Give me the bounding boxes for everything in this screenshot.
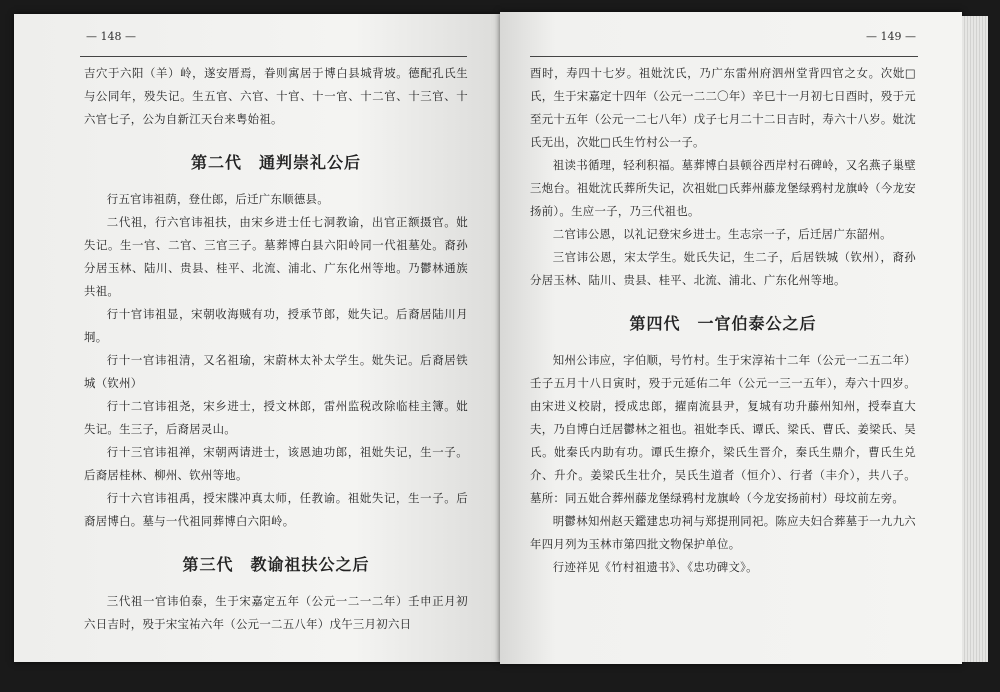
right-page-number: — 149 — xyxy=(866,30,916,43)
paragraph: 明鬱林知州赵天鑑建忠功祠与郑提刑同祀。陈应夫妇合葬墓于一九九六年四月列为玉林市第四批文物保护单位。 xyxy=(530,514,916,551)
section-heading: 第三代 教谕祖扶公之后 xyxy=(182,555,370,574)
paragraph: 二官讳公恩，以礼记登宋乡进士。生志宗一子，后迁居广东韶州。 xyxy=(552,227,892,241)
section-heading: 第二代 通判崇礼公后 xyxy=(190,153,361,172)
paragraph: 行迹祥见《竹村祖遗书》、《忠功碑文》。 xyxy=(552,560,758,574)
paragraph: 二代祖，行六官讳祖扶，由宋乡进士任七洞教谕，出官正额摄官。妣失记。生一官、二官、三官三子。墓葬博白县六阳岭同一代祖墓处。裔孙分居玉林、陆川、贵县、桂平、北流、浦北、广东化州等地。乃鬱林通族共祖。 xyxy=(84,215,468,298)
paragraph: 行十三官讳祖禅，宋朝两请进士，该恩迪功郎，祖妣失记，生一子。后裔居桂林、柳州、钦州等地。 xyxy=(84,445,468,482)
paragraph: 三代祖一官讳伯泰，生于宋嘉定五年（公元一二一二年）壬申正月初六日吉时，殁于宋宝祐六年（公元一二五八年）戊午三月初六日 xyxy=(84,594,468,631)
paragraph: 酉时，寿四十七岁。祖妣沈氏，乃广东雷州府泗州堂背四官之女。次妣□氏，生于宋嘉定十四年（公元一二二〇年）辛巳十一月初七日酉时，殁于元至元十五年（公元一二七八年）戊子七月二十二日吉时，寿六十八岁。妣沈氏无出，次妣□氏生竹村公一子。 xyxy=(530,66,916,149)
paragraph: 行十官讳祖显，宋朝收海贼有功，授承节郎，妣失记。后裔居陆川月垌。 xyxy=(84,307,468,344)
paragraph: 行十六官讳祖禹，授宋牒冲真太师，任教谕。祖妣失记，生一子。后裔居博白。墓与一代祖同葬博白六阳岭。 xyxy=(84,491,468,528)
left-page-number: — 148 — xyxy=(86,30,136,43)
left-page-text xyxy=(84,62,468,636)
section-heading: 第四代 一官伯泰公之后 xyxy=(629,314,817,333)
paragraph: 祖读书循理，轻利积福。墓葬博白县顿谷西岸村石碑岭，又名燕子巢壁三炮台。祖妣沈氏葬所失记，次祖妣□氏葬州藤龙堡绿鸦村龙旗岭（今龙安扬前）。生应一子，乃三代祖也。 xyxy=(530,158,916,218)
paragraph: 三官讳公恩，宋太学生。妣氏失记，生二子，后居铁城（钦州），裔孙分居玉林、陆川、贵县、桂平、北流、浦北、广东化州等地。 xyxy=(530,250,916,287)
paragraph: 行十一官讳祖清，又名祖瑜，宋蔚林太补太学生。妣失记。后裔居铁城（钦州） xyxy=(84,353,468,390)
right-header-rule xyxy=(530,56,918,57)
right-page-text xyxy=(530,62,916,579)
paragraph: 行五官讳祖荫，登仕郎，后迁广东顺德县。 xyxy=(106,192,329,206)
page-edges xyxy=(962,16,988,662)
paragraph: 知州公讳应，字伯顺，号竹村。生于宋淳祐十二年（公元一二五二年）壬子五月十八日寅时，殁于元延佑二年（公元一三一五年），寿六十四岁。由宋进义校尉，授成忠郎，擢南流县尹，复城有功升藤州知州，授奉直大夫，乃自博白迁居鬱林之祖也。祖妣李氏、谭氏、梁氏、曹氏、姜梁氏、吴氏。妣秦氏内助有功。谭氏生撩介，梁氏生晋介，秦氏生鼎介，曹氏生兑介、升介。姜梁氏生壮介，吴氏生道者（恒介）、行者（丰介），共八子。墓所：同五妣合葬州藤龙堡绿鸦村龙旗岭（今龙安扬前村）母坟前左旁。 xyxy=(530,353,916,505)
left-header-rule xyxy=(80,56,467,57)
paragraph: 行十二官讳祖尧，宋乡进士，授文林郎，雷州监税改除临桂主簿。妣失记。生三子，后裔居灵山。 xyxy=(84,399,468,436)
paragraph: 吉穴于六阳（羊）岭，遂安厝焉，眷则寓居于博白县城背坡。德配孔氏生与公同年，殁失记。生五官、六官、十官、十一官、十二官、十三官、十六官七子，公为自新江天台来粤始祖。 xyxy=(84,66,468,126)
